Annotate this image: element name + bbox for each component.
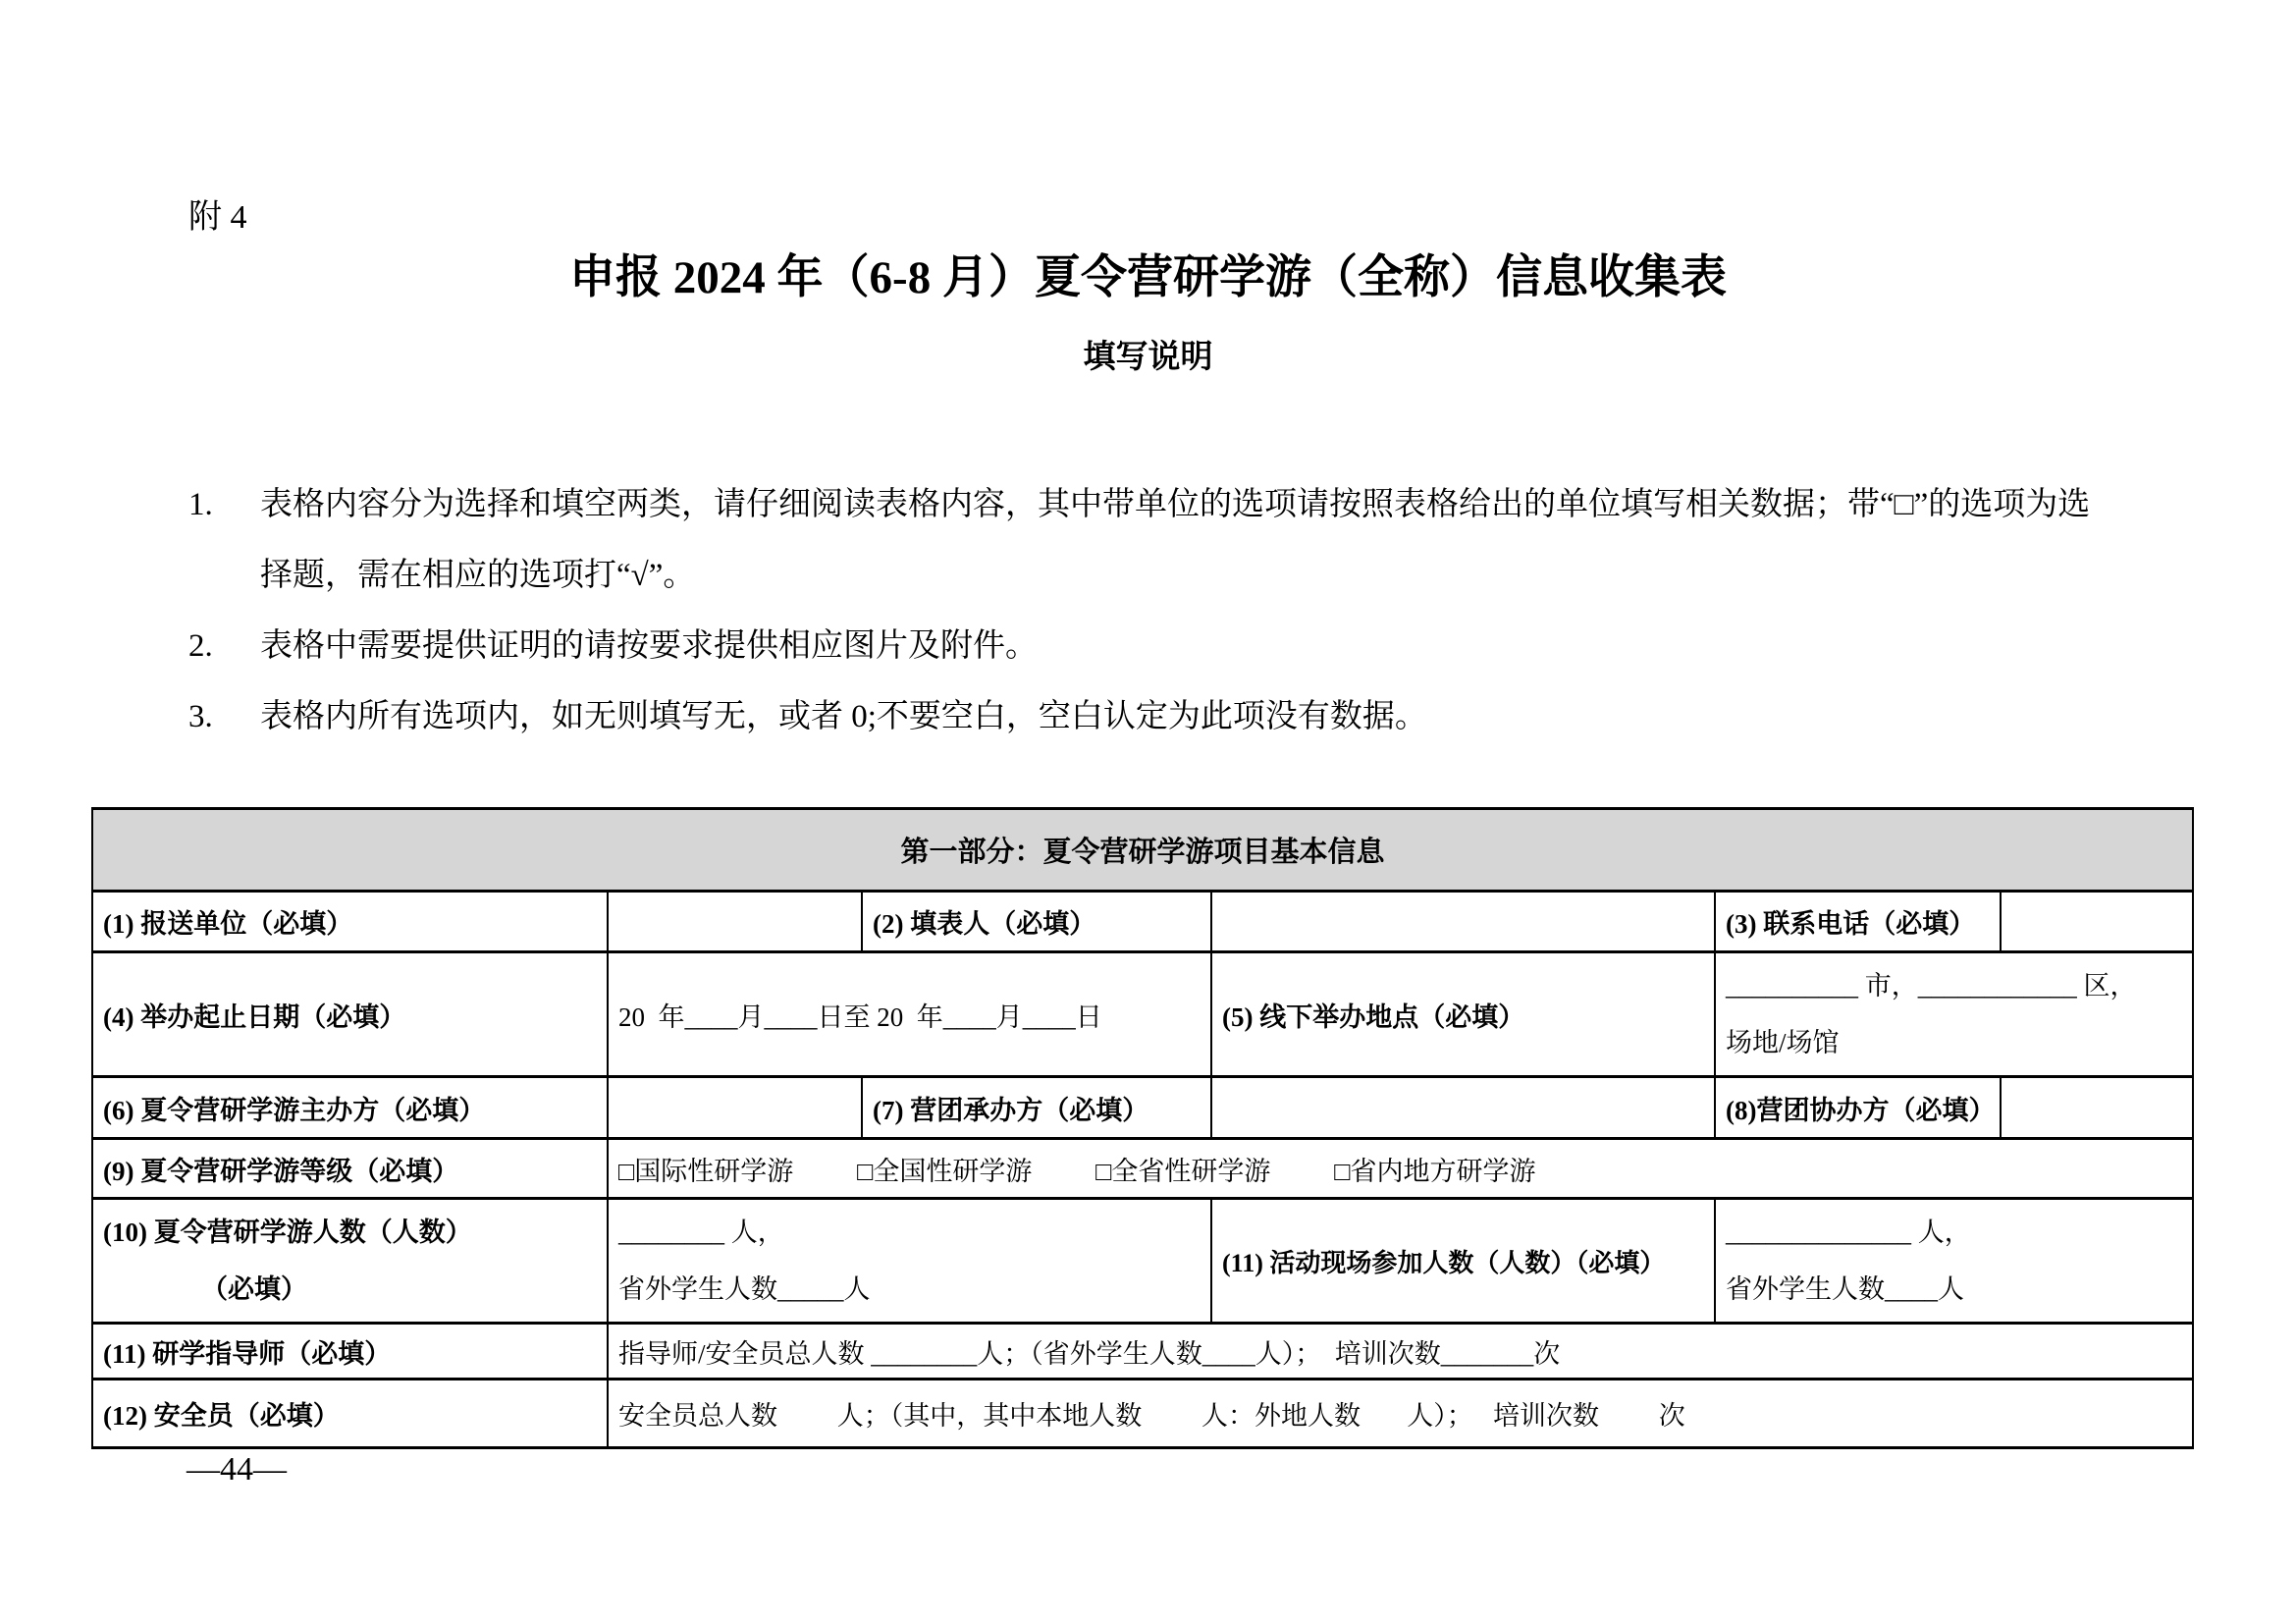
info-table xyxy=(91,807,2194,1449)
attachment-label: 附 4 xyxy=(188,199,247,236)
instruction-number: 2. xyxy=(188,628,213,664)
host-value-cell xyxy=(608,1077,862,1139)
onsite-count-value-cell xyxy=(1715,1199,2193,1324)
label-participant-count-line1: (10) 夏令营研学游人数（人数） xyxy=(103,1218,472,1247)
location-venue-line: 场地/场馆 xyxy=(1726,1028,1840,1057)
label-participant-count xyxy=(92,1199,608,1324)
instruction-text: 表格内所有选项内，如无则填写无，或者 0;不要空白，空白认定为此项没有数据。 xyxy=(260,699,1427,734)
instruction-item-1 xyxy=(188,469,2117,611)
coorganizer-value-cell xyxy=(2001,1077,2193,1139)
table-row-report-unit xyxy=(92,892,2193,952)
instruction-number: 3. xyxy=(188,699,213,734)
table-row-organizers xyxy=(92,1077,2193,1139)
onsite-outside-province-line: 省外学生人数____人 xyxy=(1726,1274,1964,1304)
contact-phone-value-cell xyxy=(2001,892,2193,952)
table-row-instructors xyxy=(92,1324,2193,1380)
study-instructors-value-cell: 指导师/安全员总人数 ________人；（省外学生人数____人）； 培训次数_______次 xyxy=(608,1324,2193,1380)
location-city-district-line: __________ 市，____________ 区， xyxy=(1726,971,2137,1001)
section-header-cell: 第一部分：夏令营研学游项目基本信息 xyxy=(92,809,2193,892)
organizer-value-cell xyxy=(1211,1077,1715,1139)
form-filler-value-cell xyxy=(1211,892,1715,952)
label-study-tour-level: (9) 夏令营研学游等级（必填） xyxy=(92,1139,608,1199)
page-number: —44— xyxy=(187,1451,287,1488)
table-section-header-row xyxy=(92,809,2193,892)
report-unit-value-cell xyxy=(608,892,862,952)
instruction-text: 表格内容分为选择和填空两类，请仔细阅读表格内容，其中带单位的选项请按照表格给出的单位填写相关数据；带“□”的选项为选择题，需在相应的选项打“√”。 xyxy=(260,487,2091,593)
label-host: (6) 夏令营研学游主办方（必填） xyxy=(92,1077,608,1139)
label-study-instructors: (11) 研学指导师（必填） xyxy=(92,1324,608,1380)
option-provincial-study-tour: □全省性研学游 xyxy=(1095,1156,1271,1186)
offline-location-value-cell xyxy=(1715,952,2193,1077)
onsite-total-line: ______________ 人， xyxy=(1726,1218,1971,1247)
label-onsite-count: (11) 活动现场参加人数（人数）（必填） xyxy=(1211,1199,1715,1324)
instruction-text: 表格中需要提供证明的请按要求提供相应图片及附件。 xyxy=(260,628,1038,664)
page-title: 申报 2024 年（6-8 月）夏令营研学游（全称）信息收集表 xyxy=(569,252,1727,303)
table-row-safety-officers xyxy=(92,1380,2193,1448)
option-international-study-tour: □国际性研学游 xyxy=(618,1156,794,1186)
page-subtitle: 填写说明 xyxy=(1083,340,1213,375)
label-organizer: (7) 营团承办方（必填） xyxy=(862,1077,1211,1139)
participant-count-value-cell xyxy=(608,1199,1211,1324)
label-event-dates: (4) 举办起止日期（必填） xyxy=(92,952,608,1077)
table-row-dates-location xyxy=(92,952,2193,1077)
participant-outside-province-line: 省外学生人数_____人 xyxy=(618,1274,871,1304)
label-coorganizer: (8)营团协办方（必填） xyxy=(1715,1077,2001,1139)
event-dates-value-cell: 20 年____月____日至 20 年____月____日 xyxy=(608,952,1211,1077)
label-form-filler: (2) 填表人（必填） xyxy=(862,892,1211,952)
study-tour-level-options-cell xyxy=(608,1139,2193,1199)
label-contact-phone: (3) 联系电话（必填） xyxy=(1715,892,2001,952)
instruction-item-3 xyxy=(188,681,2117,752)
instructions-list xyxy=(188,469,2117,752)
label-offline-location: (5) 线下举办地点（必填） xyxy=(1211,952,1715,1077)
table-row-participant-counts xyxy=(92,1199,2193,1324)
option-local-study-tour: □省内地方研学游 xyxy=(1334,1156,1536,1186)
participant-total-line: ________ 人， xyxy=(618,1218,784,1247)
instruction-number: 1. xyxy=(188,487,213,522)
safety-officers-value-cell: 安全员总人数 人；（其中，其中本地人数 人：外地人数 人）； 培训次数 次 xyxy=(608,1380,2193,1448)
label-report-unit: (1) 报送单位（必填） xyxy=(92,892,608,952)
table-row-level xyxy=(92,1139,2193,1199)
option-national-study-tour: □全国性研学游 xyxy=(857,1156,1033,1186)
instruction-item-2 xyxy=(188,611,2117,681)
label-safety-officers: (12) 安全员（必填） xyxy=(92,1380,608,1448)
label-participant-count-line2: （必填） xyxy=(201,1274,307,1304)
